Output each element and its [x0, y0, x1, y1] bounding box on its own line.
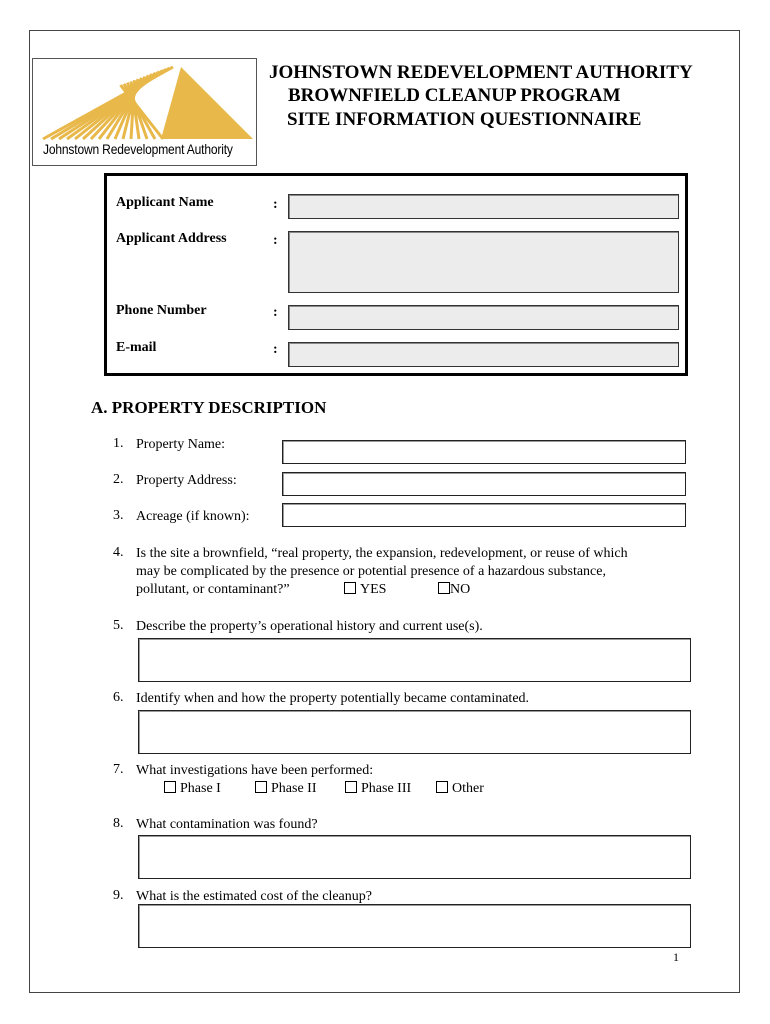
applicant-info-panel: [104, 173, 688, 376]
brownfield-yes-label: YES: [360, 582, 387, 597]
applicant-name-field[interactable]: [288, 194, 679, 219]
page-number: 1: [673, 950, 679, 964]
phase3-label: Phase III: [361, 781, 412, 796]
brownfield-no-option[interactable]: [438, 581, 470, 599]
brownfield-yes-option[interactable]: [344, 581, 386, 599]
logo-org-name: Johnstown Redevelopment Authority: [43, 141, 233, 157]
colon: :: [273, 197, 278, 212]
applicant-address-field[interactable]: [288, 231, 679, 293]
q4-line2: may be complicated by the presence or potential presence of a hazardous substance,: [136, 564, 606, 579]
q4-line3: pollutant, or contaminant?”: [136, 582, 290, 597]
q4-number: 4.: [113, 545, 124, 560]
q1-number: 1.: [113, 436, 124, 451]
q8-label: What contamination was found?: [136, 817, 318, 832]
q7-label: What investigations have been performed:: [136, 763, 374, 778]
colon: :: [273, 233, 278, 248]
property-address-field[interactable]: [282, 472, 686, 496]
email-label: E-mail: [116, 340, 157, 355]
q5-number: 5.: [113, 618, 124, 633]
section-a-title: A. PROPERTY DESCRIPTION: [91, 398, 327, 417]
email-field[interactable]: [288, 342, 679, 367]
q8-number: 8.: [113, 816, 124, 831]
q9-label: What is the estimated cost of the cleanup?: [136, 889, 372, 904]
phase3-checkbox[interactable]: [345, 781, 357, 793]
acreage-field[interactable]: [282, 503, 686, 527]
applicant-name-label: Applicant Name: [116, 195, 214, 210]
phone-number-field[interactable]: [288, 305, 679, 330]
q2-number: 2.: [113, 472, 124, 487]
contamination-found-field[interactable]: [138, 835, 691, 879]
phase1-checkbox[interactable]: [164, 781, 176, 793]
organization-logo: [32, 58, 257, 166]
q1-label: Property Name:: [136, 437, 226, 452]
brownfield-yes-checkbox[interactable]: [344, 582, 356, 594]
q3-number: 3.: [113, 508, 124, 523]
investigation-phase2-option[interactable]: [255, 780, 317, 798]
phase2-checkbox[interactable]: [255, 781, 267, 793]
q3-label: Acreage (if known):: [136, 509, 250, 524]
investigation-phase3-option[interactable]: [345, 780, 411, 798]
brownfield-no-checkbox[interactable]: [438, 582, 450, 594]
phase1-label: Phase I: [180, 781, 221, 796]
applicant-address-label: Applicant Address: [116, 231, 227, 246]
q5-label: Describe the property’s operational history and current use(s).: [136, 619, 483, 634]
investigation-phase1-option[interactable]: [164, 780, 221, 798]
q4-line1: Is the site a brownfield, “real property, the expansion, redevelopment, or reuse of which: [136, 546, 628, 561]
q9-number: 9.: [113, 888, 124, 903]
brownfield-no-label: NO: [450, 582, 471, 597]
logo-roof-right: [161, 67, 253, 139]
header-program-title: BROWNFIELD CLEANUP PROGRAM: [288, 85, 621, 106]
header-form-title: SITE INFORMATION QUESTIONNAIRE: [287, 109, 642, 130]
phase2-label: Phase II: [271, 781, 317, 796]
property-name-field[interactable]: [282, 440, 686, 464]
investigation-other-option[interactable]: [436, 780, 484, 798]
header-org-title: JOHNSTOWN REDEVELOPMENT AUTHORITY: [269, 62, 693, 83]
colon: :: [273, 305, 278, 320]
cleanup-cost-field[interactable]: [138, 904, 691, 948]
q2-label: Property Address:: [136, 473, 237, 488]
contamination-origin-field[interactable]: [138, 710, 691, 754]
phone-number-label: Phone Number: [116, 303, 207, 318]
operational-history-field[interactable]: [138, 638, 691, 682]
q6-number: 6.: [113, 690, 124, 705]
other-checkbox[interactable]: [436, 781, 448, 793]
q6-label: Identify when and how the property potentially became contaminated.: [136, 691, 530, 706]
other-label: Other: [452, 781, 484, 796]
q7-number: 7.: [113, 762, 124, 777]
colon: :: [273, 342, 278, 357]
